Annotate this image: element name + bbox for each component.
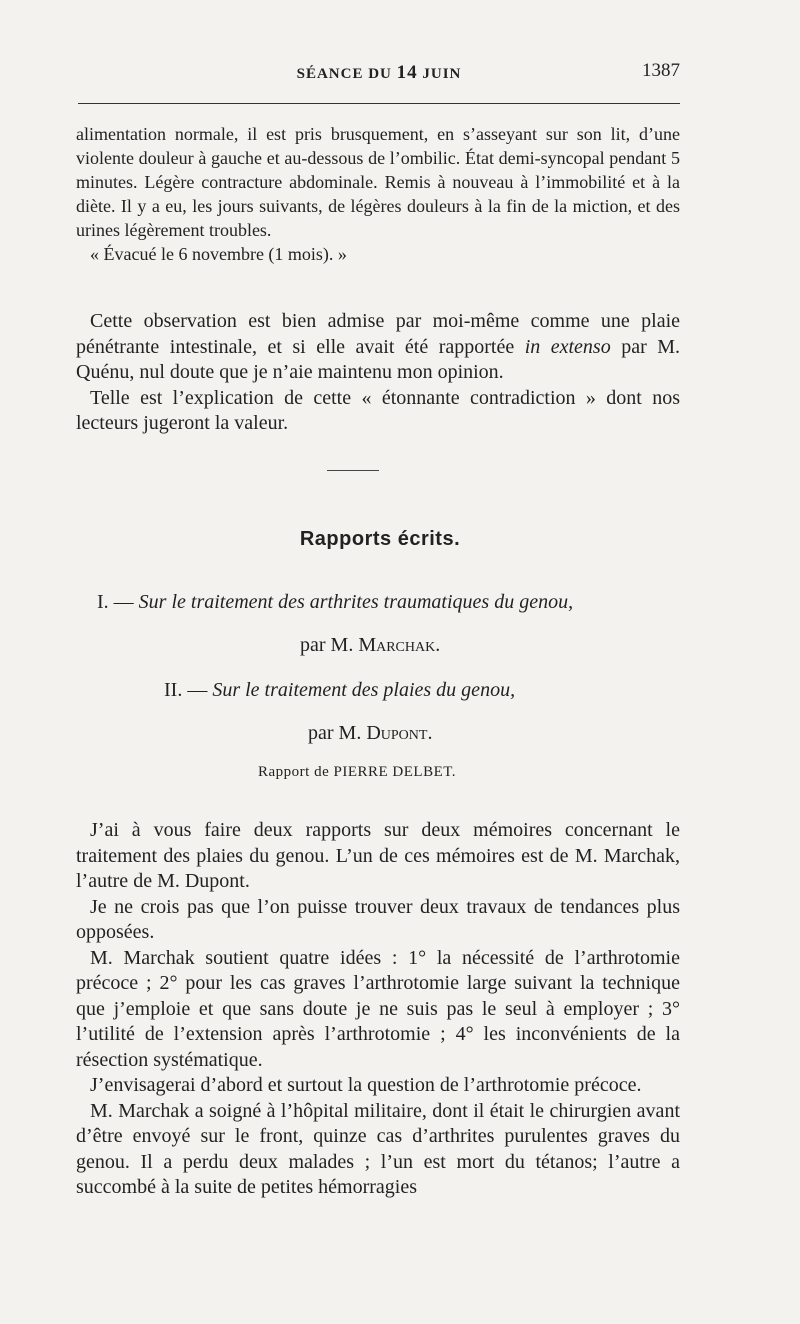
body-paragraph-2: Je ne crois pas que l’on puisse trouver deux travaux de tendances plus opposées. (76, 895, 680, 943)
conclusion-text (76, 309, 680, 437)
report-body (76, 818, 680, 1201)
report-1-number: I. — (97, 591, 139, 613)
report-1-heading (97, 591, 573, 614)
observation-text (76, 122, 680, 266)
page-header (78, 62, 680, 88)
conclusion-paragraph-2: Telle est l’explication de cette « étonnante contradiction » dont nos lecteurs jugeront la valeur. (76, 386, 680, 434)
running-head-day: 14 (396, 62, 418, 83)
section-separator (327, 470, 379, 471)
body-paragraph-3: M. Marchak soutient quatre idées : 1° la nécessité de l’arthrotomie précoce ; 2° pour les cas graves l’arthrotomie large suivant la technique que j’emploie et que sans doute je ne suis pas le seul à employer ; 3° l’utilité de l’extension après l’arthrotomie ; 4° les inconvénients de la résection systématique. (76, 946, 680, 1071)
reporter-line: Rapport de PIERRE DELBET. (258, 764, 457, 780)
report-1-title: Sur le traitement des arthrites traumatiques du genou, (138, 591, 574, 613)
body-paragraph-5: M. Marchak a soigné à l’hôpital militaire, dont il était le chirurgien avant d’être envoyé sur le front, quinze cas d’arthrites purulentes graves du genou. Il a perdu deux malades ; l’un est mort du tétanos; l’autre a succombé à la suite de petites hémorragies (76, 1099, 680, 1198)
report-2-title: Sur le traitement des plaies du genou, (212, 679, 516, 701)
observation-discharge-note: « Évacué le 6 novembre (1 mois). » (90, 244, 347, 264)
running-head-suffix: JUIN (417, 66, 462, 82)
header-rule (78, 103, 680, 104)
report-2-author-line (308, 722, 432, 745)
report-1-par: par M. (300, 634, 359, 656)
body-paragraph-4: J’envisagerai d’abord et surtout la question de l’arthrotomie précoce. (90, 1074, 642, 1096)
running-head-prefix: SÉANCE DU (296, 66, 397, 82)
report-1-author: Marchak. (358, 634, 441, 656)
report-2-heading (164, 679, 515, 702)
report-1-author-line (300, 634, 440, 657)
conclusion-paragraph-1 (76, 309, 680, 386)
observation-paragraph: alimentation normale, il est pris brusquement, en s’asseyant sur son lit, d’une violente douleur à gauche et au-dessous de l’ombilic. État demi-syncopal pendant 5 minutes. Légère contracture abdominale. Remis à nouveau à l’immobilité et à la diète. Il y a eu, les jours suivants, de légères douleurs à la fin de la miction, et des urines légèrement troubles. (76, 124, 680, 240)
section-title: Rapports écrits. (299, 528, 461, 550)
report-2-par: par M. (308, 722, 367, 744)
report-2-number: II. — (164, 679, 213, 701)
conclusion-italic: in extenso (524, 335, 611, 358)
page-number: 1387 (642, 60, 680, 81)
conclusion-text-after: par M. Quénu, nul doute que je n’aie maintenu mon opinion. (76, 335, 680, 383)
running-head (78, 62, 680, 84)
report-2-author: Dupont. (366, 722, 433, 744)
body-paragraph-1: J’ai à vous faire deux rapports sur deux mémoires concernant le traitement des plaies du genou. L’un de ces mémoires est de M. Marchak, l’autre de M. Dupont. (76, 819, 680, 892)
conclusion-text-before: Cette observation est bien admise par moi-même comme une plaie pénétrante intestinale, et si elle avait été rapportée (76, 310, 680, 358)
